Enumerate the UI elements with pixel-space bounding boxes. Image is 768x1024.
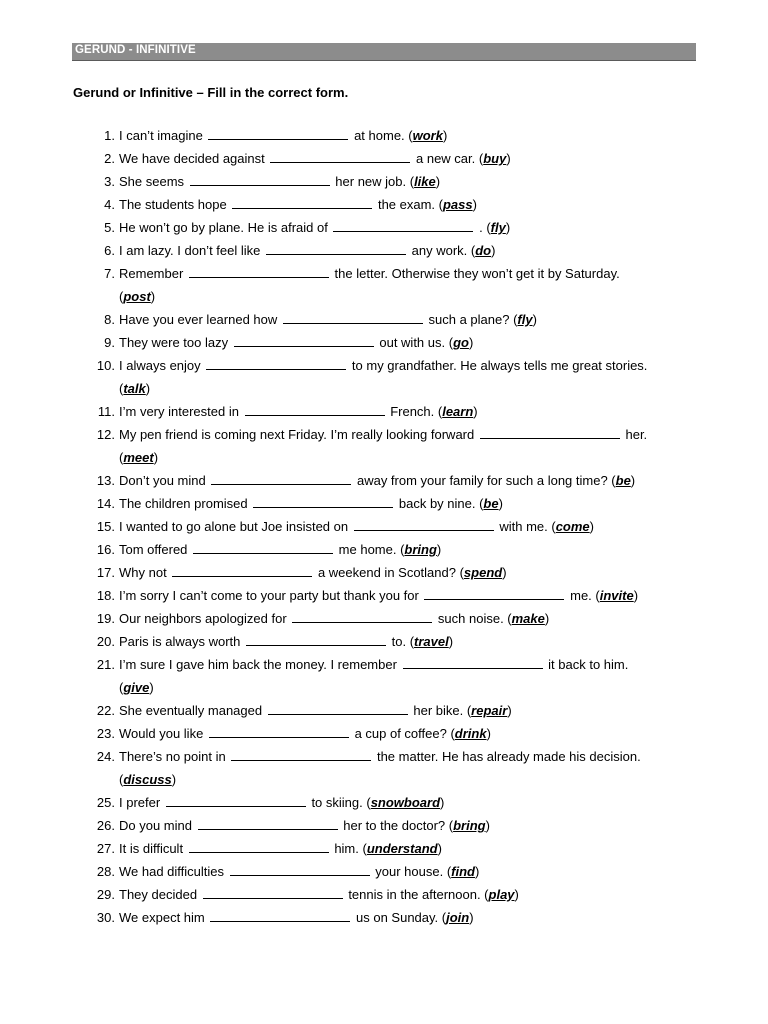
exercise-text-before: I can’t imagine bbox=[119, 128, 203, 143]
exercise-text-after: away from your family for such a long time? ( bbox=[356, 473, 616, 488]
exercise-item-continued bbox=[119, 676, 699, 699]
closing-paren: ) bbox=[491, 243, 496, 258]
exercise-text-after: him. ( bbox=[334, 841, 367, 856]
answer-blank[interactable] bbox=[172, 562, 312, 577]
exercise-item bbox=[96, 860, 699, 883]
exercise-text-before: Have you ever learned how bbox=[119, 312, 278, 327]
answer-blank[interactable] bbox=[203, 884, 343, 899]
exercise-text-before: Tom offered bbox=[119, 542, 188, 557]
exercise-item bbox=[104, 216, 699, 239]
answer-blank[interactable] bbox=[210, 907, 350, 922]
verb-hint: drink bbox=[454, 726, 487, 741]
verb-hint: find bbox=[451, 864, 475, 879]
exercise-text-after: such a plane? ( bbox=[428, 312, 518, 327]
exercise-number: 20. bbox=[96, 634, 115, 649]
exercise-number: 3. bbox=[104, 174, 115, 189]
exercise-text-after: a weekend in Scotland? ( bbox=[317, 565, 464, 580]
exercise-text-before: He won’t go by plane. He is afraid of bbox=[119, 220, 328, 235]
exercise-text-after: me. ( bbox=[570, 588, 600, 603]
closing-paren: ) bbox=[630, 473, 636, 488]
verb-hint: repair bbox=[471, 703, 508, 718]
exercise-item bbox=[96, 561, 699, 584]
verb-hint: give bbox=[123, 680, 150, 695]
exercise-text-continued: ( bbox=[119, 680, 124, 695]
exercise-number: 13. bbox=[96, 473, 115, 488]
closing-paren: ) bbox=[145, 381, 151, 396]
closing-paren: ) bbox=[633, 588, 639, 603]
exercise-text-before: I am lazy. I don’t feel like bbox=[119, 243, 261, 258]
exercise-item-continued bbox=[119, 768, 699, 791]
closing-paren: ) bbox=[468, 335, 474, 350]
exercise-item bbox=[96, 837, 699, 860]
exercise-text-after: to skiing. ( bbox=[311, 795, 371, 810]
closing-paren: ) bbox=[448, 634, 454, 649]
exercise-item-continued bbox=[119, 446, 699, 469]
exercise-text-before: She eventually managed bbox=[119, 703, 263, 718]
answer-blank[interactable] bbox=[193, 539, 333, 554]
verb-hint: snowboard bbox=[370, 795, 441, 810]
exercise-item bbox=[96, 469, 699, 492]
verb-hint: go bbox=[453, 335, 469, 350]
answer-blank[interactable] bbox=[189, 263, 329, 278]
exercise-text-before: The children promised bbox=[119, 496, 248, 511]
verb-hint: travel bbox=[414, 634, 449, 649]
exercise-text-continued: ( bbox=[119, 450, 124, 465]
answer-blank[interactable] bbox=[166, 792, 306, 807]
exercise-number: 11. bbox=[97, 404, 115, 419]
closing-paren: ) bbox=[485, 818, 490, 833]
verb-hint: make bbox=[511, 611, 545, 626]
exercise-text-before: I’m very interested in bbox=[119, 404, 239, 419]
exercise-number: 18. bbox=[96, 588, 115, 603]
exercise-number: 6. bbox=[104, 243, 115, 258]
verb-hint: do bbox=[475, 243, 492, 258]
verb-hint: post bbox=[123, 289, 151, 304]
verb-hint: learn bbox=[442, 404, 474, 419]
header-label: GERUND - INFINITIVE bbox=[75, 44, 196, 56]
answer-blank[interactable] bbox=[354, 516, 494, 531]
exercise-text-after: . ( bbox=[479, 220, 491, 235]
exercise-item bbox=[97, 400, 699, 423]
closing-paren: ) bbox=[171, 772, 177, 787]
exercise-text-after: out with us. ( bbox=[379, 335, 454, 350]
answer-blank[interactable] bbox=[198, 815, 338, 830]
exercise-item bbox=[96, 883, 699, 906]
exercise-text-before: Do you mind bbox=[119, 818, 192, 833]
verb-hint: talk bbox=[123, 381, 146, 396]
closing-paren: ) bbox=[440, 795, 445, 810]
exercise-number: 21. bbox=[96, 657, 115, 672]
verb-hint: invite bbox=[599, 588, 634, 603]
verb-hint: fly bbox=[490, 220, 506, 235]
exercise-text-after: such noise. ( bbox=[437, 611, 512, 626]
exercise-number: 1. bbox=[104, 128, 115, 143]
answer-blank[interactable] bbox=[206, 355, 346, 370]
exercise-item bbox=[96, 699, 699, 722]
exercise-item bbox=[104, 193, 699, 216]
exercise-text-before: They were too lazy bbox=[119, 335, 229, 350]
exercise-number: 16. bbox=[96, 542, 115, 557]
closing-paren: ) bbox=[436, 542, 442, 557]
exercise-text-continued: ( bbox=[119, 381, 124, 396]
exercise-text-after: us on Sunday. ( bbox=[356, 910, 447, 925]
exercise-item bbox=[96, 906, 699, 929]
exercise-item bbox=[96, 607, 699, 630]
closing-paren: ) bbox=[442, 128, 448, 143]
closing-paren: ) bbox=[507, 703, 512, 718]
exercise-text-after: the letter. Otherwise they won’t get it by Saturday. bbox=[334, 266, 620, 281]
exercise-text-after: to. ( bbox=[391, 634, 415, 649]
exercise-number: 7. bbox=[104, 266, 115, 281]
answer-blank[interactable] bbox=[209, 723, 349, 738]
exercise-item bbox=[96, 653, 699, 676]
exercise-item bbox=[96, 584, 699, 607]
exercise-number: 22. bbox=[96, 703, 115, 718]
verb-hint: be bbox=[483, 496, 499, 511]
exercise-item bbox=[96, 492, 699, 515]
closing-paren: ) bbox=[544, 611, 550, 626]
exercise-item bbox=[104, 262, 699, 285]
exercise-number: 29. bbox=[96, 887, 115, 902]
exercise-text-continued: ( bbox=[119, 289, 124, 304]
exercise-text-after: any work. ( bbox=[411, 243, 476, 258]
exercise-number: 12. bbox=[96, 427, 115, 442]
answer-blank[interactable] bbox=[230, 861, 370, 876]
exercise-text-before: I’m sure I gave him back the money. I remember bbox=[119, 657, 397, 672]
exercise-text-after: her. bbox=[625, 427, 648, 442]
verb-hint: pass bbox=[442, 197, 473, 212]
answer-blank[interactable] bbox=[403, 654, 543, 669]
exercise-text-before: We have decided against bbox=[119, 151, 265, 166]
closing-paren: ) bbox=[506, 151, 511, 166]
exercise-text-after: to my grandfather. He always tells me great stories. bbox=[351, 358, 648, 373]
exercise-text-before: We expect him bbox=[119, 910, 205, 925]
exercise-text-after: back by nine. ( bbox=[398, 496, 484, 511]
answer-blank[interactable] bbox=[189, 838, 329, 853]
exercise-number: 23. bbox=[96, 726, 115, 741]
answer-blank[interactable] bbox=[266, 240, 406, 255]
header-bar bbox=[72, 43, 696, 61]
exercise-text-after: a new car. ( bbox=[416, 151, 484, 166]
exercise-text-after: a cup of coffee? ( bbox=[354, 726, 455, 741]
exercise-text-after: me home. ( bbox=[338, 542, 405, 557]
closing-paren: ) bbox=[150, 289, 156, 304]
exercise-text-after: the matter. He has already made his decision. bbox=[376, 749, 641, 764]
exercise-text-after: French. ( bbox=[390, 404, 443, 419]
closing-paren: ) bbox=[498, 496, 503, 511]
exercise-item bbox=[104, 124, 699, 147]
exercise-item bbox=[104, 147, 699, 170]
answer-blank[interactable] bbox=[234, 332, 374, 347]
exercise-text-before: Our neighbors apologized for bbox=[119, 611, 287, 626]
exercise-text-continued: ( bbox=[119, 772, 124, 787]
answer-blank[interactable] bbox=[190, 171, 330, 186]
exercise-number: 15. bbox=[96, 519, 115, 534]
answer-blank[interactable] bbox=[268, 700, 408, 715]
answer-blank[interactable] bbox=[424, 585, 564, 600]
closing-paren: ) bbox=[505, 220, 511, 235]
verb-hint: discuss bbox=[123, 772, 172, 787]
exercise-item-continued bbox=[119, 285, 699, 308]
exercise-text-after: your house. ( bbox=[375, 864, 452, 879]
exercise-text-before: Would you like bbox=[119, 726, 204, 741]
closing-paren: ) bbox=[435, 174, 441, 189]
exercise-item bbox=[96, 354, 699, 377]
closing-paren: ) bbox=[474, 864, 480, 879]
verb-hint: work bbox=[412, 128, 443, 143]
exercise-text-before: I always enjoy bbox=[119, 358, 201, 373]
exercise-text-after: her to the doctor? ( bbox=[343, 818, 454, 833]
exercise-text-before: I’m sorry I can’t come to your party but thank you for bbox=[119, 588, 419, 603]
closing-paren: ) bbox=[149, 680, 154, 695]
answer-blank[interactable] bbox=[208, 125, 348, 140]
exercise-item bbox=[96, 745, 699, 768]
verb-hint: understand bbox=[366, 841, 438, 856]
closing-paren: ) bbox=[153, 450, 159, 465]
exercise-number: 5. bbox=[104, 220, 115, 235]
exercise-number: 10. bbox=[96, 358, 115, 373]
answer-blank[interactable] bbox=[211, 470, 351, 485]
verb-hint: meet bbox=[123, 450, 154, 465]
answer-blank[interactable] bbox=[270, 148, 410, 163]
closing-paren: ) bbox=[589, 519, 595, 534]
exercise-text-before: We had difficulties bbox=[119, 864, 225, 879]
closing-paren: ) bbox=[486, 726, 491, 741]
answer-blank[interactable] bbox=[253, 493, 393, 508]
exercise-item-continued bbox=[119, 377, 699, 400]
exercise-text-before: Don’t you mind bbox=[119, 473, 206, 488]
answer-blank[interactable] bbox=[232, 194, 372, 209]
answer-blank[interactable] bbox=[292, 608, 432, 623]
exercise-item bbox=[104, 170, 699, 193]
exercise-item bbox=[96, 814, 699, 837]
exercise-text-before: The students hope bbox=[119, 197, 227, 212]
exercise-number: 2. bbox=[104, 151, 115, 166]
verb-hint: play bbox=[488, 887, 515, 902]
exercise-item bbox=[96, 791, 699, 814]
exercise-text-after: tennis in the afternoon. ( bbox=[348, 887, 489, 902]
verb-hint: be bbox=[615, 473, 631, 488]
exercise-number: 9. bbox=[104, 335, 115, 350]
exercise-text-before: I wanted to go alone but Joe insisted on bbox=[119, 519, 349, 534]
verb-hint: bring bbox=[453, 818, 486, 833]
exercise-number: 28. bbox=[96, 864, 115, 879]
answer-blank[interactable] bbox=[245, 401, 385, 416]
exercise-text-before: She seems bbox=[119, 174, 185, 189]
closing-paren: ) bbox=[532, 312, 537, 327]
exercise-item bbox=[96, 515, 699, 538]
answer-blank[interactable] bbox=[231, 746, 371, 761]
verb-hint: join bbox=[446, 910, 470, 925]
exercise-number: 24. bbox=[96, 749, 115, 764]
exercise-text-before: It is difficult bbox=[119, 841, 184, 856]
exercise-number: 8. bbox=[104, 312, 115, 327]
exercise-text-after: her new job. ( bbox=[335, 174, 415, 189]
exercise-number: 26. bbox=[96, 818, 115, 833]
exercise-text-after: with me. ( bbox=[499, 519, 556, 534]
exercise-number: 4. bbox=[104, 197, 115, 212]
verb-hint: spend bbox=[463, 565, 503, 580]
answer-blank[interactable] bbox=[283, 309, 423, 324]
closing-paren: ) bbox=[502, 565, 507, 580]
verb-hint: come bbox=[555, 519, 590, 534]
closing-paren: ) bbox=[437, 841, 442, 856]
exercise-text-after: at home. ( bbox=[354, 128, 413, 143]
exercise-text-after: her bike. ( bbox=[413, 703, 472, 718]
closing-paren: ) bbox=[469, 910, 474, 925]
closing-paren: ) bbox=[472, 197, 477, 212]
exercise-item bbox=[104, 239, 699, 262]
exercise-item bbox=[96, 538, 699, 561]
exercise-item bbox=[96, 630, 699, 653]
closing-paren: ) bbox=[514, 887, 519, 902]
verb-hint: buy bbox=[483, 151, 507, 166]
exercise-item bbox=[104, 308, 699, 331]
exercise-number: 30. bbox=[96, 910, 115, 925]
verb-hint: bring bbox=[404, 542, 437, 557]
exercise-text-before: My pen friend is coming next Friday. I’m really looking forward bbox=[119, 427, 475, 442]
answer-blank[interactable] bbox=[333, 217, 473, 232]
exercise-number: 14. bbox=[96, 496, 115, 511]
verb-hint: like bbox=[414, 174, 436, 189]
exercise-item bbox=[96, 722, 699, 745]
exercise-text-after: the exam. ( bbox=[377, 197, 443, 212]
verb-hint: fly bbox=[517, 312, 533, 327]
exercise-item bbox=[104, 331, 699, 354]
answer-blank[interactable] bbox=[246, 631, 386, 646]
page-title: Gerund or Infinitive – Fill in the correct form. bbox=[73, 85, 349, 100]
exercise-number: 19. bbox=[96, 611, 115, 626]
answer-blank[interactable] bbox=[480, 424, 620, 439]
exercise-text-before: Remember bbox=[119, 266, 184, 281]
closing-paren: ) bbox=[473, 404, 478, 419]
exercise-text-before: Why not bbox=[119, 565, 167, 580]
exercise-number: 17. bbox=[96, 565, 115, 580]
exercise-text-after: it back to him. bbox=[548, 657, 629, 672]
exercise-text-before: There’s no point in bbox=[119, 749, 226, 764]
exercise-number: 27. bbox=[96, 841, 115, 856]
exercise-text-before: They decided bbox=[119, 887, 198, 902]
exercise-text-before: Paris is always worth bbox=[119, 634, 241, 649]
exercise-number: 25. bbox=[96, 795, 115, 810]
exercise-item bbox=[96, 423, 699, 446]
exercise-text-before: I prefer bbox=[119, 795, 161, 810]
